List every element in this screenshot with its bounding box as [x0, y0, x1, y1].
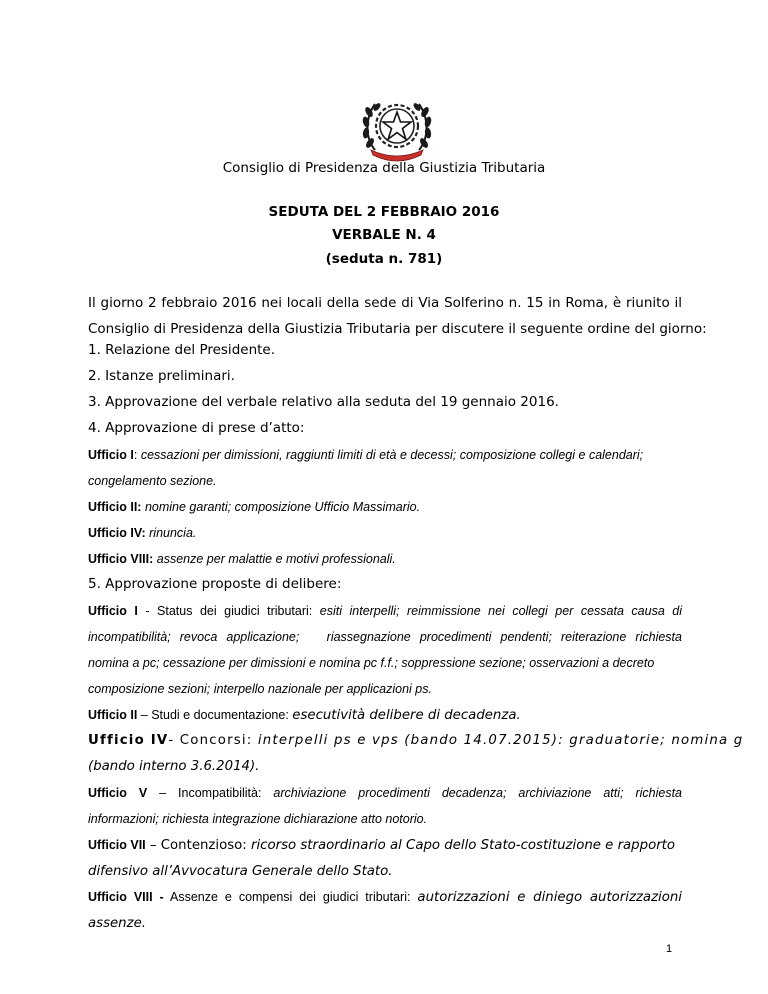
- office-label: Ufficio VII: [88, 838, 146, 852]
- office-text: assenze.: [88, 916, 146, 931]
- office-text: autorizzazioni e diniego autorizzazioni: [417, 890, 683, 905]
- office-prefix: – Studi e documentazione:: [137, 708, 293, 722]
- office-text: ricorso straordinario al Capo dello Stato-costituzione e rapporto: [251, 838, 676, 853]
- office-text: (bando interno 3.6.2014).: [88, 759, 260, 774]
- office-prefix: - Status dei giudici tributari:: [137, 604, 320, 618]
- office-prefix: - Concorsi:: [168, 733, 258, 748]
- session-title: SEDUTA DEL 2 FEBBRAIO 2016: [268, 204, 500, 220]
- office-label: Ufficio IV: [88, 733, 169, 748]
- office-prefix: – Incompatibilità:: [147, 786, 274, 800]
- agenda-item: 3. Approvazione del verbale relativo alla seduta del 19 gennaio 2016.: [88, 394, 559, 410]
- agenda-item: 5. Approvazione proposte di delibere:: [88, 576, 342, 592]
- office-text: rinuncia.: [149, 526, 197, 540]
- italian-republic-emblem-icon: [357, 88, 437, 168]
- office-prefix: – Contenzioso:: [145, 838, 252, 853]
- agenda-item: 1. Relazione del Presidente.: [88, 342, 276, 358]
- minutes-number: VERBALE N. 4: [332, 227, 436, 243]
- agenda-item: 4. Approvazione di prese d’atto:: [88, 420, 305, 436]
- separator: :: [133, 448, 138, 462]
- intro-line: Consiglio di Presidenza della Giustizia Tributaria per discutere il seguente ordine del giorno:: [88, 321, 707, 337]
- office-text: interpelli ps e vps (bando 14.07.2015): graduatorie; nomina g: [257, 733, 744, 748]
- delibere-ufficio-1: [88, 598, 682, 702]
- page-number: 1: [666, 943, 673, 955]
- council-name: Consiglio di Presidenza della Giustizia Tributaria: [222, 160, 546, 176]
- office-text: archiviazione procedimenti decadenza; archiviazione atti; richiesta: [273, 786, 682, 800]
- office-label: Ufficio II: [88, 708, 138, 722]
- office-text: assenze per malattie e motivi professionali.: [156, 552, 396, 566]
- office-text: difensivo all’Avvocatura Generale dello Stato.: [88, 864, 393, 879]
- office-text: nomine garanti; composizione Ufficio Massimario.: [144, 500, 421, 514]
- office-label: Ufficio I: [88, 604, 138, 618]
- delibere-ufficio-8: [88, 884, 682, 937]
- office-label: Ufficio V: [88, 786, 148, 800]
- office-label: Ufficio II:: [88, 500, 142, 514]
- delibere-ufficio-7: [88, 832, 682, 885]
- prese-atto-ufficio-1: [88, 442, 682, 494]
- delibere-ufficio-5: [88, 780, 682, 832]
- office-text: nomina a pc; cessazione per dimissioni e nomina pc f.f.; soppressione sezione; osservazioni a decreto: [88, 656, 655, 670]
- office-text: esecutività delibere di decadenza.: [292, 708, 521, 723]
- office-label: Ufficio VIII -: [88, 890, 164, 904]
- delibere-ufficio-2: [88, 702, 682, 729]
- prese-atto-ufficio-4: [88, 520, 682, 546]
- agenda-item: 2. Istanze preliminari.: [88, 368, 235, 384]
- office-label: Ufficio IV:: [88, 526, 146, 540]
- office-label: Ufficio I: [88, 448, 134, 462]
- office-text: incompatibilità; revoca applicazione;: [88, 630, 300, 644]
- intro-paragraph: [88, 290, 707, 342]
- office-text: esiti interpelli; reimmissione nei collegi per cessata causa di: [319, 604, 683, 618]
- intro-line: Il giorno 2 febbraio 2016 nei locali della sede di Via Solferino n. 15 in Roma, è riunito il: [88, 295, 682, 311]
- office-text: riassegnazione procedimenti pendenti; reiterazione richiesta: [326, 630, 682, 644]
- office-text: informazioni; richiesta integrazione dichiarazione atto notorio.: [88, 812, 428, 826]
- office-prefix: Assenze e compensi dei giudici tributari:: [163, 890, 418, 904]
- office-text: composizione sezioni; interpello nazionale per applicazioni ps.: [88, 682, 432, 696]
- office-text: congelamento sezione.: [88, 474, 217, 488]
- office-text: cessazioni per dimissioni, raggiunti limiti di età e decessi; composizione collegi e calendari;: [140, 448, 644, 462]
- delibere-ufficio-4: [88, 728, 744, 780]
- prese-atto-ufficio-8: [88, 546, 682, 572]
- office-label: Ufficio VIII:: [88, 552, 154, 566]
- session-number: (seduta n. 781): [325, 251, 443, 267]
- prese-atto-ufficio-2: [88, 494, 682, 520]
